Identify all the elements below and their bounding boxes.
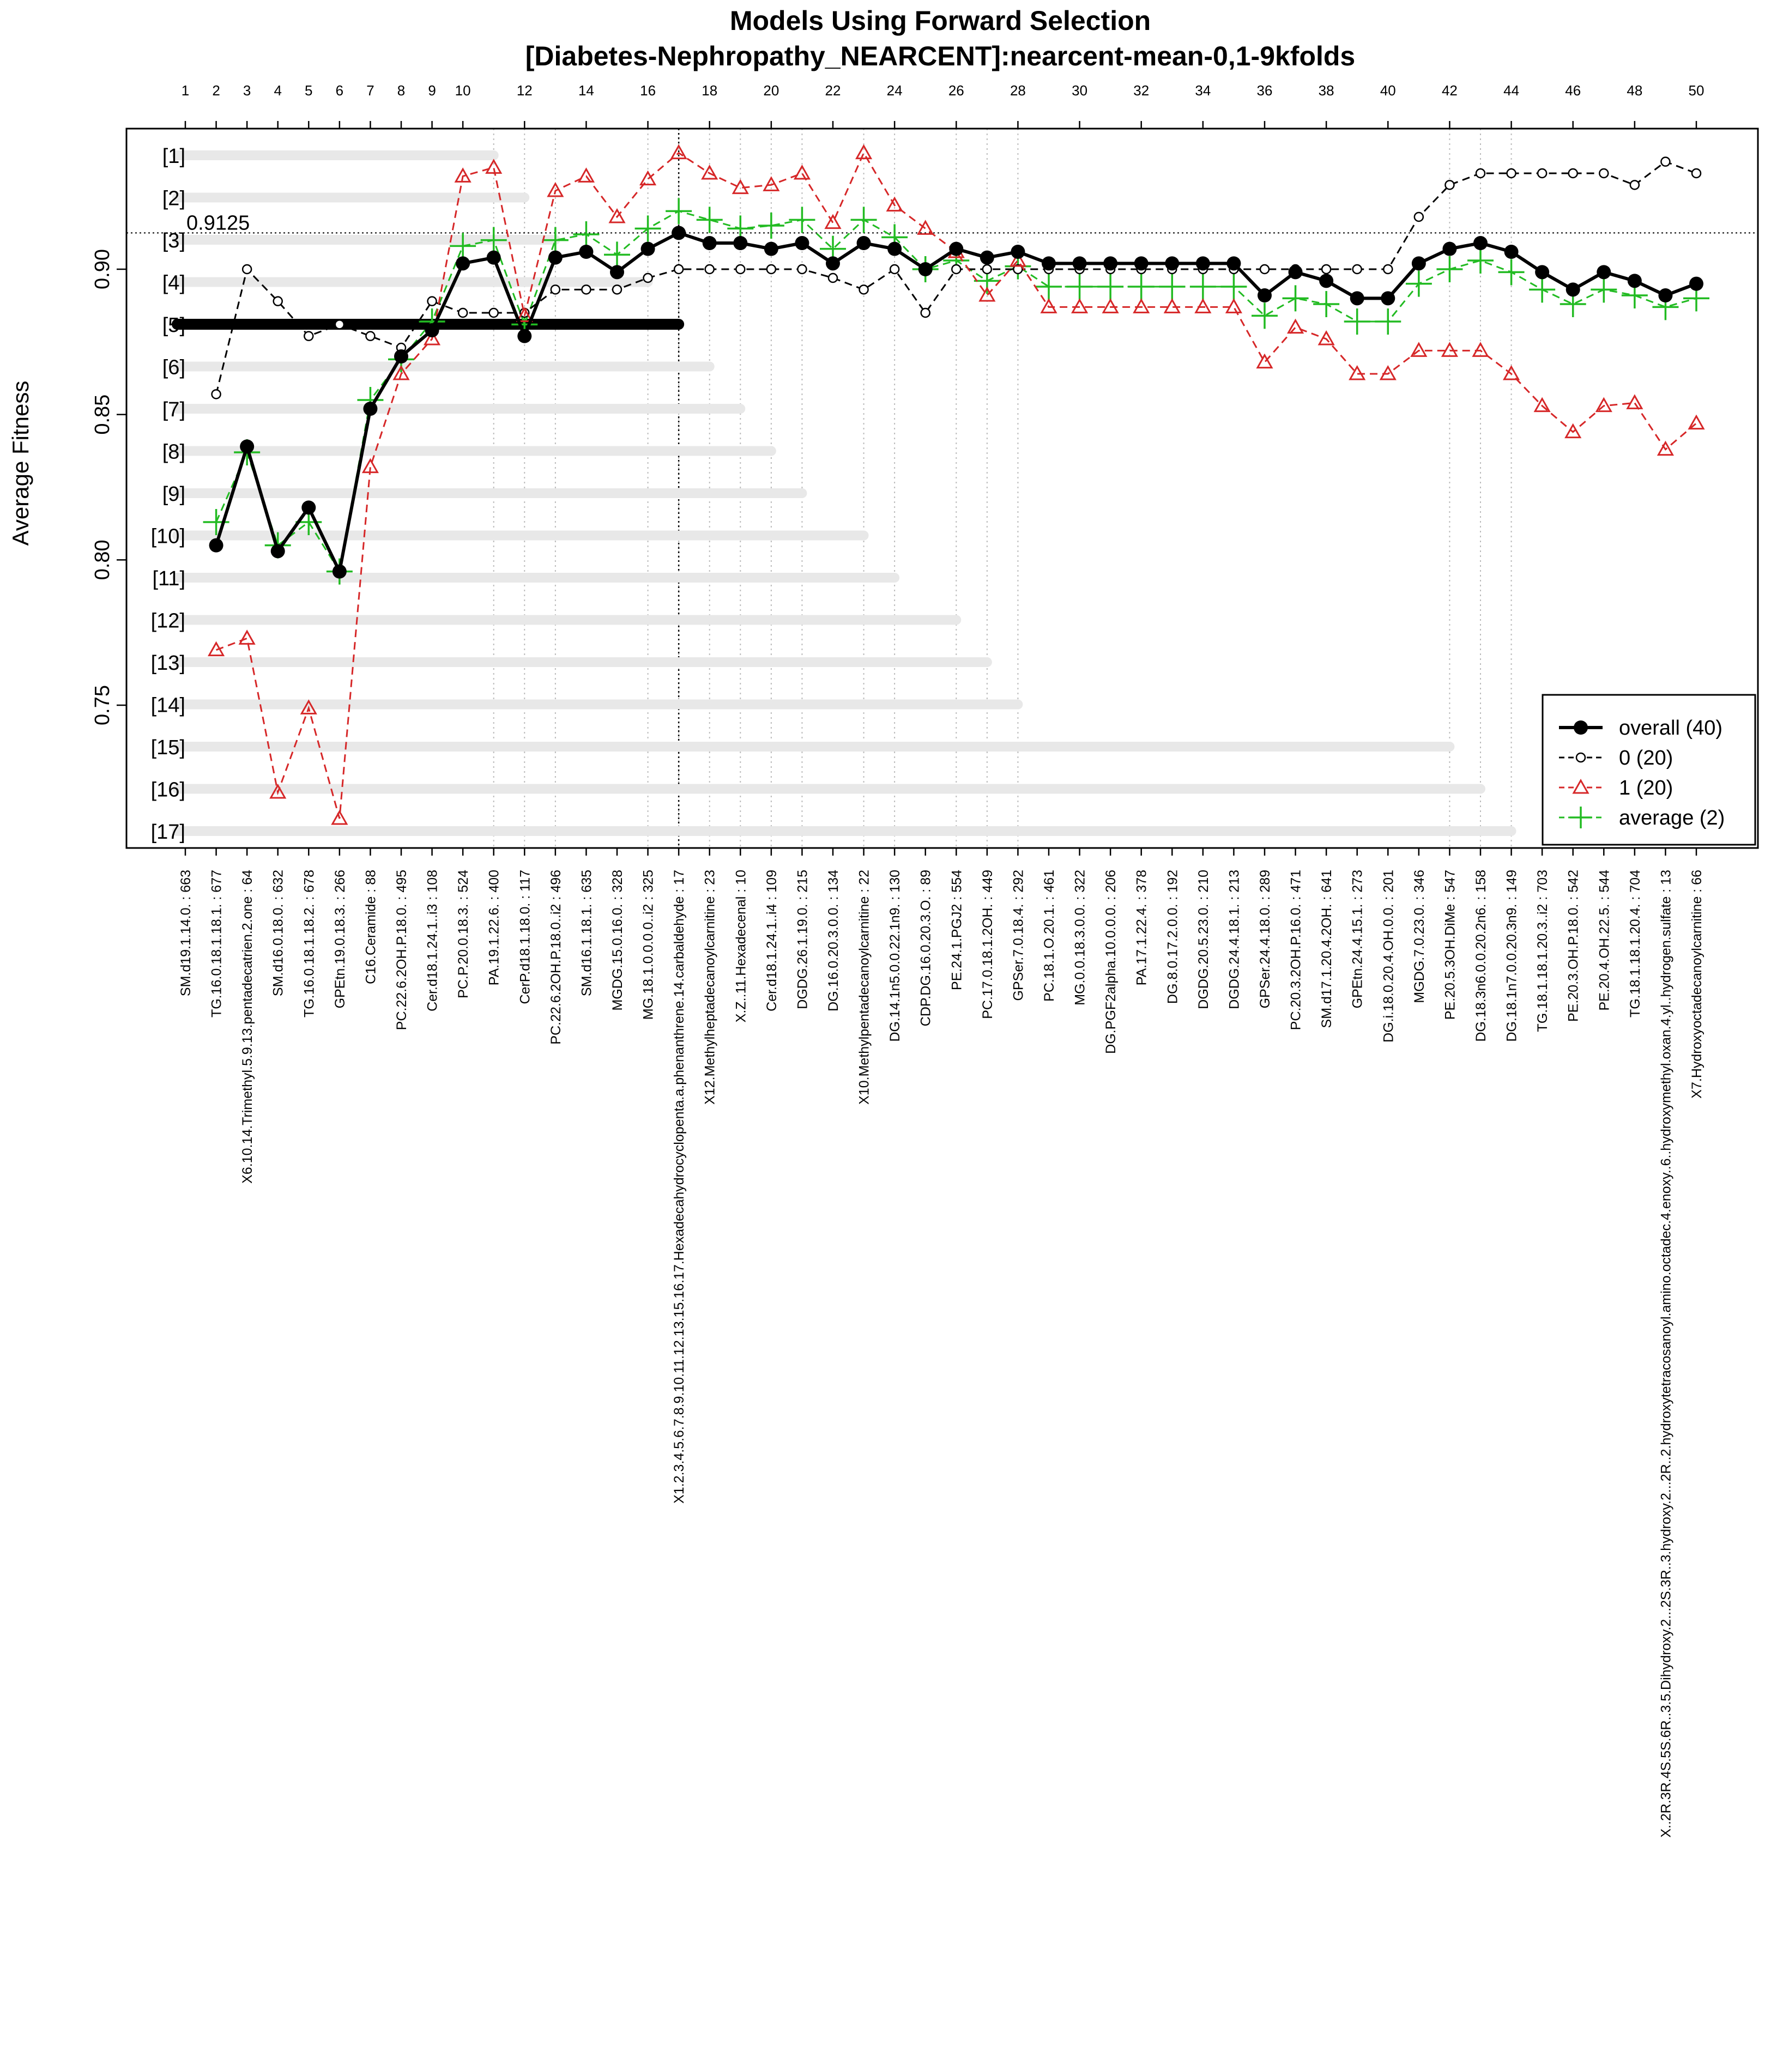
x-tick-label-32: PA.17.1.22.4. : 378 xyxy=(1134,870,1150,986)
y-tick-label-1: 0.80 xyxy=(91,540,114,580)
x-tick-label-37: PC.20.3.2OH.P.16.0. : 471 xyxy=(1288,870,1304,1031)
series-4-point-44 xyxy=(1498,259,1525,285)
x-tick-label-11: PA.19.1.22.6. : 400 xyxy=(486,870,502,986)
x-tick-label-33: DG.8.0.17.2.0.0. : 192 xyxy=(1165,870,1181,1004)
x-tick-label-47: PE.20.4.OH.22.5. : 544 xyxy=(1597,870,1612,1011)
x-tick-label-3: X6.10.14.Trimethyl.5.9.13.pentadecatrien.2.one : 64 xyxy=(240,870,256,1184)
series-1-point-32 xyxy=(1134,256,1149,270)
series-1-point-3 xyxy=(240,439,254,453)
series-4-point-45 xyxy=(1529,276,1555,302)
series-1-point-48 xyxy=(1628,274,1642,288)
series-1-point-40 xyxy=(1381,291,1395,305)
series-1-point-14 xyxy=(579,245,593,259)
series-4-point-14 xyxy=(573,221,599,247)
x-tick-label-36: GPSer.24.4.18.0. : 289 xyxy=(1258,870,1273,1009)
top-tick-label-24: 24 xyxy=(886,82,903,99)
series-2-point-46 xyxy=(1569,169,1577,178)
series-1-point-23 xyxy=(857,236,871,250)
x-tick-label-42: PE.20.5.3OH.DiMe : 547 xyxy=(1442,870,1458,1020)
x-tick-label-40: DG.i.18.0.20.4.OH.0.0. : 201 xyxy=(1381,870,1397,1043)
series-2-point-50 xyxy=(1692,169,1701,178)
series-4-point-11 xyxy=(481,227,507,253)
x-tick-label-20: Cer.d18.1.24.1..i4 : 109 xyxy=(764,870,779,1011)
series-2-point-42 xyxy=(1445,180,1454,189)
top-tick-label-5: 5 xyxy=(305,82,313,99)
x-tick-label-50: X7.Hydroxyoctadecanoylcarnitine : 66 xyxy=(1689,870,1705,1099)
best-value-label: 0.9125 xyxy=(186,211,250,235)
top-tick-label-42: 42 xyxy=(1441,82,1458,99)
top-tick-label-16: 16 xyxy=(640,82,656,99)
x-tick-label-19: X.Z..11.Hexadecenal : 10 xyxy=(733,870,749,1023)
series-1-point-26 xyxy=(949,242,963,256)
series-2-point-5 xyxy=(304,332,313,341)
series-2-point-45 xyxy=(1538,169,1546,178)
x-tick-label-48: TG.18.1.18.1.20.4. : 704 xyxy=(1627,870,1643,1018)
series-4-point-30 xyxy=(1067,274,1093,300)
axes-layer xyxy=(91,82,1758,1838)
series-1-point-31 xyxy=(1103,256,1117,270)
top-tick-label-20: 20 xyxy=(763,82,779,99)
series-2-point-7 xyxy=(366,332,374,341)
top-tick-label-26: 26 xyxy=(948,82,964,99)
top-tick-label-44: 44 xyxy=(1503,82,1520,99)
series-3-point-3 xyxy=(240,631,254,644)
series-3-point-23 xyxy=(857,146,871,159)
series-2-point-38 xyxy=(1322,265,1331,274)
top-tick-label-4: 4 xyxy=(274,82,282,99)
model-label-10: [10] xyxy=(150,525,185,548)
x-tick-label-31: DG.PGF2alpha.10.0.0.0. : 206 xyxy=(1103,870,1119,1054)
x-tick-label-24: DG.14.1n5.0.0.22.1n9. : 130 xyxy=(887,870,903,1042)
top-tick-label-10: 10 xyxy=(455,82,471,99)
series-4-point-39 xyxy=(1344,308,1370,335)
top-tick-label-7: 7 xyxy=(366,82,374,99)
series-1-point-4 xyxy=(271,544,285,558)
series-1-point-17 xyxy=(672,226,686,240)
series-1-point-33 xyxy=(1165,256,1179,270)
series-1-point-5 xyxy=(301,500,316,514)
model-label-11: [11] xyxy=(152,567,185,590)
series-4-point-38 xyxy=(1313,291,1339,317)
series-4-point-36 xyxy=(1252,302,1278,329)
model-label-15: [15] xyxy=(150,736,185,759)
x-tick-label-17: X1.2.3.4.5.6.7.8.9.10.11.12.13.15.16.17.Hexadecahydrocyclopenta.a.phenanthrene.14.carbaldehyde : 17 xyxy=(672,870,687,1504)
series-1-point-12 xyxy=(517,329,531,343)
top-tick-label-12: 12 xyxy=(516,82,533,99)
series-2-point-19 xyxy=(736,265,745,274)
x-tick-label-9: Cer.d18.1.24.1..i3 : 108 xyxy=(425,870,440,1011)
x-tick-label-29: PC.18.1.O.20.1. : 461 xyxy=(1042,870,1057,1002)
x-tick-label-44: DG.18.1n7.0.0.20.3n9. : 149 xyxy=(1504,870,1520,1042)
top-tick-label-36: 36 xyxy=(1256,82,1273,99)
x-tick-label-25: CDP.DG.16.0.20.3.O. : 89 xyxy=(918,870,934,1027)
x-tick-label-18: X12.Methylheptadecanoylcarnitine : 23 xyxy=(702,870,718,1105)
series-4-point-42 xyxy=(1436,256,1462,282)
series-1-point-22 xyxy=(826,256,840,270)
series-1-point-46 xyxy=(1566,282,1580,296)
series-1-point-34 xyxy=(1196,256,1210,270)
top-tick-label-6: 6 xyxy=(335,82,344,99)
top-tick-label-50: 50 xyxy=(1688,82,1705,99)
y-tick-label-3: 0.90 xyxy=(91,249,114,289)
top-tick-label-1: 1 xyxy=(181,82,190,99)
series-1-point-9 xyxy=(425,323,439,337)
x-tick-label-30: MG.0.0.18.3.0.0. : 322 xyxy=(1072,870,1088,1005)
x-tick-label-39: GPEtn.24.4.15.1. : 273 xyxy=(1350,870,1365,1009)
series-2-point-20 xyxy=(767,265,776,274)
top-tick-label-38: 38 xyxy=(1318,82,1334,99)
top-tick-label-9: 9 xyxy=(428,82,436,99)
series-1-point-49 xyxy=(1658,288,1672,302)
series-2-point-17 xyxy=(674,265,683,274)
x-tick-label-22: DG.16.0.20.3.0.0. : 134 xyxy=(826,870,841,1011)
series-2-point-4 xyxy=(274,297,282,306)
top-tick-label-18: 18 xyxy=(702,82,718,99)
top-tick-label-32: 32 xyxy=(1133,82,1150,99)
y-axis-label: Average Fitness xyxy=(8,380,33,546)
series-1-point-30 xyxy=(1073,256,1087,270)
series-2-point-24 xyxy=(890,265,899,274)
model-label-8: [8] xyxy=(162,440,185,464)
series-2-point-39 xyxy=(1353,265,1362,274)
series-1-point-38 xyxy=(1319,274,1333,288)
x-tick-label-10: PC.P.20.0.18.3. : 524 xyxy=(456,870,472,998)
top-tick-label-48: 48 xyxy=(1627,82,1643,99)
model-label-6: [6] xyxy=(162,356,185,379)
model-label-9: [9] xyxy=(162,483,185,506)
series-1-point-16 xyxy=(641,242,655,256)
series-2-point-48 xyxy=(1630,180,1639,189)
series-1-point-25 xyxy=(918,262,933,276)
series-1-point-27 xyxy=(980,251,994,265)
series-1-point-2 xyxy=(209,538,223,553)
model-label-14: [14] xyxy=(150,694,185,717)
x-tick-label-35: DGDG.24.4.18.1. : 213 xyxy=(1226,870,1242,1009)
series-2-point-10 xyxy=(458,308,467,317)
x-tick-label-46: PE.20.3.OH.P.18.0. : 542 xyxy=(1566,870,1581,1022)
x-tick-label-14: SM.d16.1.18.1. : 635 xyxy=(579,870,595,997)
legend xyxy=(1543,695,1755,845)
series-1-point-36 xyxy=(1258,288,1272,302)
x-tick-label-12: CerP.d18.1.18.0. : 117 xyxy=(517,870,533,1004)
series-2-point-43 xyxy=(1476,169,1485,178)
top-tick-label-22: 22 xyxy=(825,82,841,99)
series-1-point-42 xyxy=(1442,242,1456,256)
series-2-point-22 xyxy=(829,274,837,282)
x-tick-label-45: TG.18.1.18.1.20.3..i2 : 703 xyxy=(1535,870,1551,1032)
series-3-point-37 xyxy=(1289,320,1303,333)
series-1-point-47 xyxy=(1597,265,1611,279)
series-4-point-29 xyxy=(1036,274,1062,300)
model-label-7: [7] xyxy=(162,398,185,421)
series-3-point-48 xyxy=(1628,396,1642,408)
series-2-point-47 xyxy=(1599,169,1608,178)
y-tick-label-0: 0.75 xyxy=(91,685,114,725)
series-2-point-3 xyxy=(243,265,251,274)
series-1-point-39 xyxy=(1350,291,1364,305)
series-1-point-45 xyxy=(1535,265,1549,279)
series-2-point-49 xyxy=(1661,157,1670,166)
x-tick-label-7: C16.Ceramide : 88 xyxy=(363,870,379,984)
series-2-point-16 xyxy=(644,274,652,282)
series-1-point-10 xyxy=(456,256,470,270)
series-1-point-35 xyxy=(1226,256,1241,270)
series-2-point-26 xyxy=(952,265,960,274)
x-tick-label-49: X..2R.3R.4S.5S.6R..3.5.Dihydroxy.2...2S.3R..3.hydroxy.2...2R..2.hydroxytetracosanoyl.amino.octadec.4.enoxy..6..hydroxymethyl.oxan.4.yl..hydrogen.sulfate : 13 xyxy=(1658,870,1674,1838)
series-4-point-18 xyxy=(697,207,723,233)
series-2-point-9 xyxy=(428,297,437,306)
model-label-13: [13] xyxy=(150,652,185,675)
series-1-point-13 xyxy=(548,251,563,265)
series-2-point-44 xyxy=(1507,169,1516,178)
series-1-point-41 xyxy=(1412,256,1426,270)
series-4-point-37 xyxy=(1283,285,1309,311)
series-1-point-50 xyxy=(1689,277,1703,291)
series-1-point-37 xyxy=(1289,265,1303,279)
series-4-point-40 xyxy=(1375,308,1401,335)
x-tick-label-28: GPSer.7.0.18.4. : 292 xyxy=(1011,870,1026,1001)
series-1-point-11 xyxy=(487,251,501,265)
top-tick-label-3: 3 xyxy=(243,82,251,99)
x-tick-label-13: PC.22.6.2OH.P.18.0..i2 : 496 xyxy=(548,870,564,1045)
legend-label-4: average (2) xyxy=(1619,807,1725,829)
top-tick-label-46: 46 xyxy=(1565,82,1581,99)
chart-subtitle: [Diabetes-Nephropathy_NEARCENT]:nearcent-mean-0,1-9kfolds xyxy=(525,41,1356,71)
series-2-point-27 xyxy=(983,265,992,274)
model-label-5: [5] xyxy=(162,314,185,337)
legend-label-2: 0 (20) xyxy=(1619,747,1673,770)
series-2-point-23 xyxy=(860,285,868,294)
x-tick-label-41: MGDG.7.0.23.0. : 346 xyxy=(1411,870,1427,1003)
series-2-point-25 xyxy=(921,308,930,317)
x-tick-label-16: MG.18.1.0.0.0.0..i2 : 325 xyxy=(640,870,656,1020)
series-4-point-20 xyxy=(758,213,784,239)
x-tick-label-43: DG.18.3n6.0.0.20.2n6. : 158 xyxy=(1473,870,1489,1042)
model-label-16: [16] xyxy=(150,778,185,802)
x-tick-label-8: PC.22.6.2OH.P.18.0. : 495 xyxy=(394,870,409,1031)
series-1-point-20 xyxy=(764,242,778,256)
series-4-point-43 xyxy=(1467,247,1494,274)
x-tick-label-23: X10.Methylpentadecanoylcarnitine : 22 xyxy=(856,870,872,1105)
x-tick-label-1: SM.d19.1.14.0. : 663 xyxy=(178,870,194,997)
series-2-point-13 xyxy=(551,285,560,294)
series-4-point-31 xyxy=(1097,274,1123,300)
series-4-point-32 xyxy=(1128,274,1155,300)
chart-title: Models Using Forward Selection xyxy=(729,5,1151,36)
series-4-point-16 xyxy=(635,215,661,241)
x-tick-label-6: GPEtn.19.0.18.3. : 266 xyxy=(332,870,348,1009)
series-4-point-13 xyxy=(542,227,569,253)
legend-label-3: 1 (20) xyxy=(1619,777,1673,799)
series-2-point-36 xyxy=(1260,265,1269,274)
series-1-point-43 xyxy=(1473,236,1488,250)
x-tick-label-34: DGDG.20.5.23.0. : 210 xyxy=(1195,870,1211,1009)
series-2-point-18 xyxy=(705,265,714,274)
series-4-point-33 xyxy=(1159,274,1185,300)
series-1-point-19 xyxy=(733,236,747,250)
top-tick-label-8: 8 xyxy=(397,82,406,99)
x-tick-label-2: TG.16.0.18.1.18.1. : 677 xyxy=(209,870,225,1018)
x-tick-label-4: SM.d16.0.18.0. : 632 xyxy=(270,870,286,997)
series-2-point-40 xyxy=(1383,265,1392,274)
legend-marker-1 xyxy=(1574,720,1588,735)
model-label-17: [17] xyxy=(150,821,185,844)
top-tick-label-40: 40 xyxy=(1380,82,1396,99)
series-1-point-7 xyxy=(363,402,377,416)
model-label-1: [1] xyxy=(162,145,185,168)
x-tick-label-5: TG.16.0.18.1.18.2. : 678 xyxy=(301,870,317,1018)
model-label-3: [3] xyxy=(162,229,185,252)
x-tick-label-26: PE.24.1.PGJ2 : 554 xyxy=(949,870,965,990)
series-4-point-34 xyxy=(1190,274,1216,300)
series-2-point-11 xyxy=(489,308,498,317)
series-2-point-15 xyxy=(613,285,621,294)
x-tick-label-27: PC.17.0.18.1.2OH. : 449 xyxy=(980,870,995,1019)
series-1-point-24 xyxy=(887,242,902,256)
series-2-point-6 xyxy=(335,320,344,329)
x-tick-label-38: SM.d17.1.20.4.2OH. : 641 xyxy=(1319,870,1335,1028)
series-4-point-17 xyxy=(666,198,692,224)
series-2-point-21 xyxy=(797,265,806,274)
top-tick-label-28: 28 xyxy=(1010,82,1026,99)
series-1-point-29 xyxy=(1042,256,1056,270)
series-1-point-28 xyxy=(1011,245,1025,259)
top-tick-label-30: 30 xyxy=(1072,82,1088,99)
top-tick-label-14: 14 xyxy=(578,82,594,99)
series-1-point-44 xyxy=(1504,245,1519,259)
series-1-point-18 xyxy=(703,236,717,250)
series-2-point-41 xyxy=(1415,213,1423,221)
series-1-point-15 xyxy=(610,265,624,279)
model-label-2: [2] xyxy=(162,187,185,210)
y-tick-label-2: 0.85 xyxy=(91,394,114,435)
legend-label-1: overall (40) xyxy=(1619,717,1723,740)
series-2-point-14 xyxy=(582,285,590,294)
series-4-point-47 xyxy=(1591,276,1617,302)
top-tick-label-34: 34 xyxy=(1195,82,1211,99)
model-label-12: [12] xyxy=(150,609,185,633)
series-1-point-8 xyxy=(394,349,408,363)
x-tick-label-21: DGDG.26.1.19.0. : 215 xyxy=(795,870,811,1009)
series-1-point-21 xyxy=(795,236,809,250)
x-tick-label-15: MGDG.15.0.16.0. : 328 xyxy=(610,870,625,1011)
model-label-4: [4] xyxy=(162,271,185,295)
series-1-point-6 xyxy=(333,565,347,579)
series-2-point-2 xyxy=(212,390,221,398)
legend-marker-2 xyxy=(1576,753,1585,762)
top-tick-label-2: 2 xyxy=(212,82,220,99)
